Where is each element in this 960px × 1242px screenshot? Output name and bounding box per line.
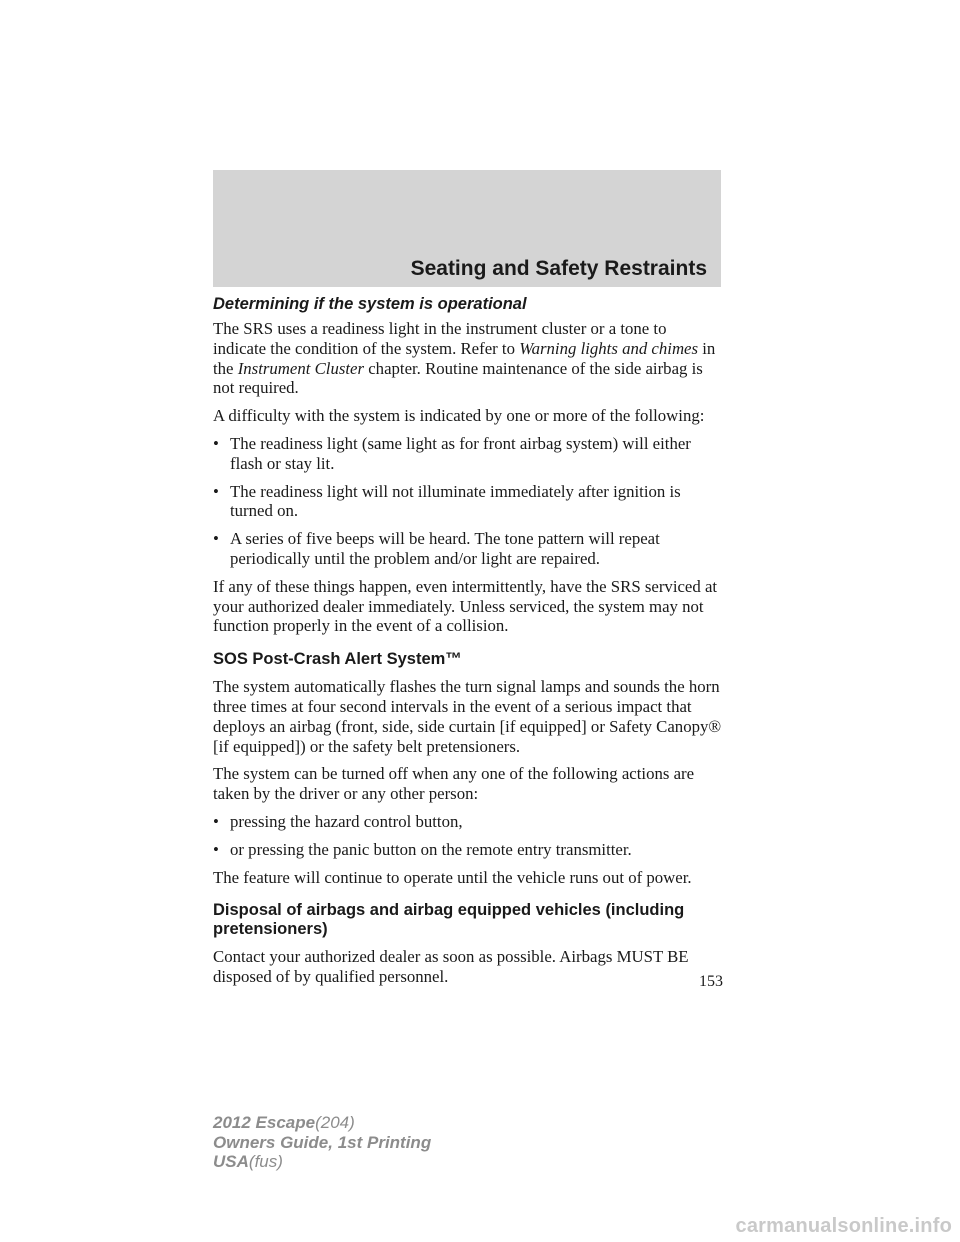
list-item <box>213 482 723 522</box>
bullet-icon: • <box>213 433 219 453</box>
footer-model-code: (204) <box>315 1113 355 1132</box>
list-item <box>213 840 723 860</box>
list-item-text: The readiness light (same light as for front airbag system) will either flash or stay lit. <box>230 433 691 473</box>
page-number: 153 <box>699 973 723 990</box>
footer-market-code: (fus) <box>248 1152 283 1171</box>
paragraph-readiness-light <box>213 319 723 398</box>
list-item-text: or pressing the panic button on the remote entry transmitter. <box>230 839 632 859</box>
print-footer <box>213 1113 431 1172</box>
list-item-text: A series of five beeps will be heard. The tone pattern will repeat periodically until the problem and/or light are repaired. <box>230 529 660 568</box>
heading-sos-post-crash: SOS Post-Crash Alert System™ <box>213 650 462 669</box>
paragraph-turn-off-intro: The system can be turned off when any one of the following actions are taken by the driver or any other person: <box>213 764 695 804</box>
heading-system-operational: Determining if the system is operational <box>213 295 527 313</box>
page-content <box>213 294 723 995</box>
paragraph-disposal: Contact your authorized dealer as soon as possible. Airbags MUST BE disposed of by qualified personnel. <box>213 947 689 987</box>
footer-model: 2012 Escape <box>213 1113 316 1132</box>
turn-off-list <box>213 812 723 860</box>
paragraph-feature-operation: The feature will continue to operate until the vehicle runs out of power. <box>213 867 692 887</box>
paragraph-text: in the <box>213 338 716 378</box>
footer-line-edition <box>213 1133 431 1153</box>
watermark: carmanualsonline.info <box>735 1215 952 1237</box>
paragraph-text: The SRS uses a readiness light in the instrument cluster or a tone to indicate the condition of the system. Refer to <box>213 319 667 358</box>
list-item <box>213 434 723 474</box>
bullet-icon: • <box>213 529 219 549</box>
list-item-text: pressing the hazard control button, <box>230 811 463 831</box>
list-item <box>213 812 723 832</box>
difficulty-list <box>213 434 723 569</box>
paragraph-service-advice: If any of these things happen, even intermittently, have the SRS serviced at your authorized dealer immediately. Unless serviced, the system may not function properly in the event of a collision. <box>213 576 718 636</box>
section-header-band <box>213 170 721 287</box>
bullet-icon: • <box>213 811 219 831</box>
footer-line-market <box>213 1152 431 1172</box>
paragraph-sos-description: The system automatically flashes the turn signal lamps and sounds the horn three times at four second intervals in the event of a serious impact that deploys an airbag (front, side, side curtain [if equipped] or Safety Canopy® [if equipped]) or the safety belt pretensioners. <box>213 677 722 756</box>
footer-line-model <box>213 1113 431 1133</box>
bullet-icon: • <box>213 481 219 501</box>
reference-instrument-cluster: Instrument Cluster <box>237 358 365 378</box>
list-item-text: The readiness light will not illuminate immediately after ignition is turned on. <box>230 481 681 521</box>
paragraph-difficulty-intro: A difficulty with the system is indicated by one or more of the following: <box>213 406 705 426</box>
reference-warning-lights: Warning lights and chimes <box>519 338 699 358</box>
section-title: Seating and Safety Restraints <box>410 257 707 280</box>
heading-disposal: Disposal of airbags and airbag equipped vehicles (including pretensioners) <box>213 901 685 939</box>
footer-market: USA <box>213 1152 249 1171</box>
footer-edition: Owners Guide, 1st Printing <box>213 1132 432 1152</box>
paragraph-text: chapter. Routine maintenance of the side airbag is not required. <box>213 358 703 398</box>
bullet-icon: • <box>213 839 219 859</box>
list-item <box>213 529 723 569</box>
